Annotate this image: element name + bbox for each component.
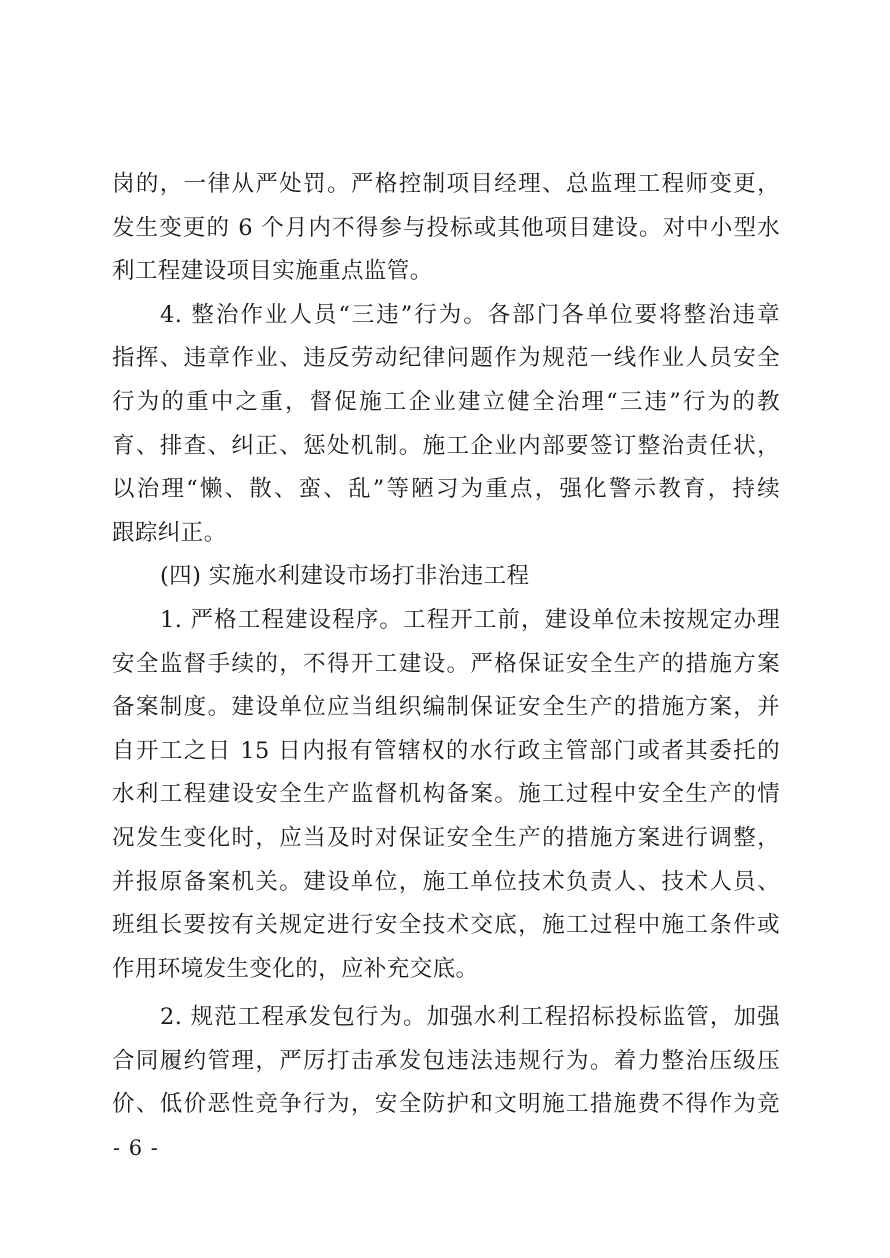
text-line: 跟踪纠正。 [112,519,227,546]
text-line: 班组长要按有关规定进行安全技术交底，施工过程中施工条件或 [112,912,780,939]
text-line: 合同履约管理，严厉打击承发包违法违规行为。着力整治压级压 [112,1047,780,1074]
text-line: 发生变更的 6 个月内不得参与投标或其他项目建设。对中小型水 [112,214,780,241]
text-line: 以治理“懒、散、蛮、乱”等陋习为重点，强化警示教育，持续 [112,476,780,503]
text-line: 2. 规范工程承发包行为。加强水利工程招标投标监管，加强 [160,1004,780,1031]
text-line: 4. 整治作业人员“三违”行为。各部门各单位要将整治违章 [160,301,780,328]
text-line: 自开工之日 15 日内报有管辖权的水行政主管部门或者其委托的 [112,737,780,764]
text-line: 岗的，一律从严处罚。严格控制项目经理、总监理工程师变更， [112,171,780,197]
text-line: 并报原备案机关。建设单位，施工单位技术负责人、技术人员、 [112,868,780,895]
text-line: 行为的重中之重，督促施工企业建立健全治理“三违”行为的教 [112,388,780,415]
text-line: 育、排查、纠正、惩处机制。施工企业内部要签订整治责任状， [112,432,780,459]
text-line: 安全监督手续的，不得开工建设。严格保证安全生产的措施方案 [112,650,780,677]
text-line: 利工程建设项目实施重点监管。 [112,258,433,285]
text-line: 指挥、违章作业、违反劳动纪律问题作为规范一线作业人员安全 [112,345,780,372]
text-line: 水利工程建设安全生产监督机构备案。施工过程中安全生产的情 [112,781,780,808]
page-number: - 6 - [113,1136,159,1160]
text-line: 价、低价恶性竞争行为，安全防护和文明施工措施费不得作为竞 [112,1091,780,1118]
text-line: 作用环境发生变化的，应补充交底。 [112,955,479,982]
text-line: 1. 严格工程建设程序。工程开工前，建设单位未按规定办理 [160,606,780,633]
document-body [112,163,780,1127]
text-line: 备案制度。建设单位应当组织编制保证安全生产的措施方案，并 [112,694,780,721]
text-line: 况发生变化时，应当及时对保证安全生产的措施方案进行调整， [112,824,780,851]
section-heading: (四) 实施水利建设市场打非治违工程 [160,563,530,590]
